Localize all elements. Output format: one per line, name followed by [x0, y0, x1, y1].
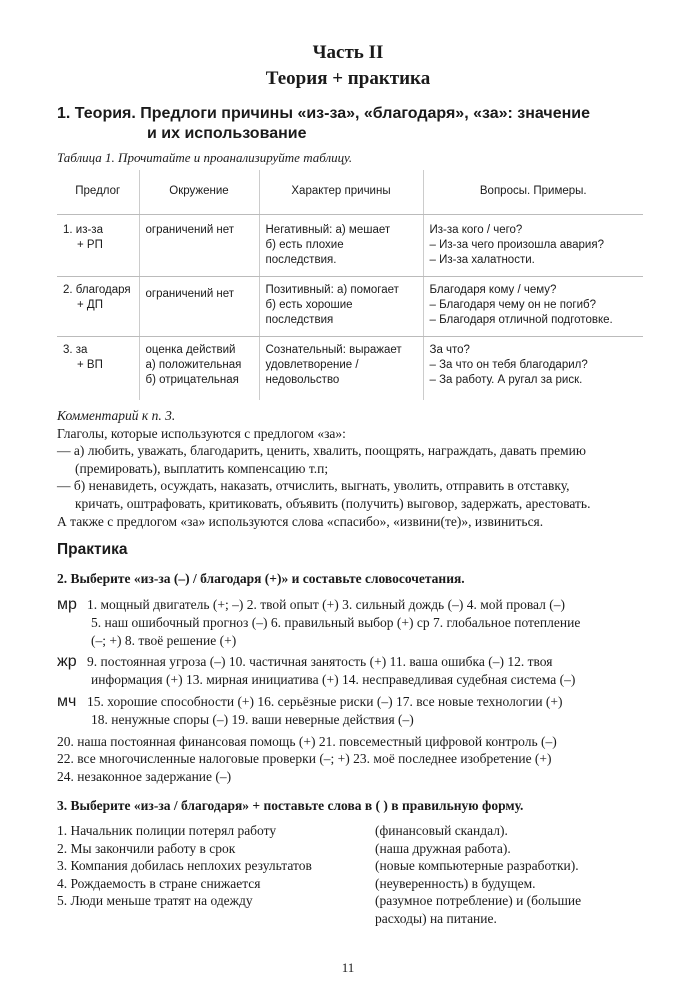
- page-number: 11: [341, 960, 355, 975]
- cell-line: б) есть хорошие: [265, 298, 353, 311]
- exercise-line: информация (+) 13. мирная инициатива (+) 14. несправедливая судебная система (–): [91, 672, 576, 688]
- task3-words-continuation: расходы) на питание.: [375, 910, 497, 926]
- table-cell-examples: [423, 214, 643, 276]
- comment-b-line1: — б) ненавидеть, осуждать, наказать, отчислить, выгнать, уволить, отправить в отставку,: [57, 478, 570, 494]
- prepositions-table: [57, 170, 643, 400]
- cell-line: Из-за кого / чего?: [429, 223, 523, 236]
- comment-b-line2: кричать, оштрафовать, критиковать, объявить (получить) выговор, задержать, арестовать.: [75, 495, 591, 511]
- cell-line: б) есть плохие: [265, 238, 344, 251]
- cell-line: – За работу. А ругал за риск.: [429, 373, 583, 386]
- list-item: [57, 875, 657, 893]
- task3-sentence: 5. Люди меньше тратят на одежду: [57, 893, 253, 909]
- comment-title: Комментарий к п. 3.: [57, 408, 176, 423]
- table-cell-environment: [139, 276, 259, 336]
- section-heading: [57, 104, 657, 144]
- table-cell-examples: [423, 336, 643, 400]
- cell-line: последствия: [265, 313, 334, 326]
- list-item: [57, 892, 657, 910]
- comment-a-line1: — а) любить, уважать, благодарить, ценить, хвалить, поощрять, награждать, давать премию: [57, 443, 586, 459]
- cell-line: недовольство: [265, 373, 340, 386]
- list-item: [57, 822, 657, 840]
- cell-line: – Из-за чего произошла авария?: [429, 238, 604, 251]
- exercise-group-feminine: [57, 653, 657, 689]
- part-title: Часть II: [312, 42, 384, 63]
- cell-line: 2. благодаря: [63, 283, 131, 296]
- list-item-continuation: [57, 910, 657, 928]
- cell-line: – Из-за халатности.: [429, 253, 535, 266]
- table-header-row: [57, 170, 643, 214]
- task3-sentence: 1. Начальник полиции потерял работу: [57, 823, 277, 838]
- list-item: [57, 857, 657, 875]
- task2-exercise: [57, 596, 657, 786]
- comment-block: [57, 407, 657, 530]
- table-cell-environment: [139, 214, 259, 276]
- exercise-line: 22. все многочисленные налоговые проверки (–; +) 23. моё последнее изобретение (+): [57, 751, 552, 767]
- cell-line: Позитивный: а) помогает: [265, 283, 399, 296]
- comment-intro: Глаголы, которые используются с предлогом «за»:: [57, 425, 346, 441]
- table-header-cell: Характер причины: [259, 170, 423, 214]
- table-cell-cause: [259, 276, 423, 336]
- table-cell-preposition: [57, 336, 139, 400]
- table-cell-preposition: [57, 276, 139, 336]
- comment-a-line2: (премировать), выплатить компенсацию т.п;: [75, 460, 329, 476]
- cell-line: За что?: [429, 343, 470, 356]
- exercise-line: (–; +) 8. твоё решение (+): [91, 632, 237, 648]
- exercise-group-plural: [57, 693, 657, 729]
- task3-words: (финансовый скандал).: [375, 823, 508, 838]
- task3-words: (новые компьютерные разработки).: [375, 858, 579, 874]
- cell-line: Благодаря кому / чему?: [429, 283, 557, 296]
- table-caption: Таблица 1. Прочитайте и проанализируйте таблицу.: [57, 150, 353, 165]
- part-subtitle: Теория + практика: [265, 68, 431, 89]
- cell-line: ограничений нет: [145, 287, 235, 300]
- comment-also: А также с предлогом «за» используются слова «спасибо», «извини(те)», извиниться.: [57, 513, 544, 529]
- table-cell-cause: [259, 214, 423, 276]
- cell-line: – Благодаря отличной подготовке.: [429, 313, 613, 326]
- cell-line: Негативный: а) мешает: [265, 223, 391, 236]
- exercise-line: 1. мощный двигатель (+; –) 2. твой опыт (+) 3. сильный дождь (–) 4. мой провал (–): [87, 597, 565, 612]
- table-cell-cause: [259, 336, 423, 400]
- table-row: [57, 336, 643, 400]
- task3-words: (наша дружная работа).: [375, 840, 511, 856]
- cell-line: + ВП: [77, 358, 103, 371]
- table-header-cell: Вопросы. Примеры.: [423, 170, 643, 214]
- task3-list: [57, 822, 657, 928]
- section-heading-line1: 1. Теория. Предлоги причины «из-за», «благодаря», «за»: значение: [57, 105, 591, 122]
- exercise-line: 20. наша постоянная финансовая помощь (+) 21. повсеместный цифровой контроль (–): [57, 733, 557, 749]
- table-row: [57, 276, 643, 336]
- task3-words: (неуверенность) в будущем.: [375, 875, 536, 891]
- exercise-line: 15. хорошие способности (+) 16. серьёзные риски (–) 17. все новые технологии (+): [87, 693, 563, 709]
- cell-line: ограничений нет: [145, 223, 235, 236]
- exercise-group-masculine: [57, 596, 657, 649]
- gender-label: мр: [57, 596, 77, 613]
- cell-line: удовлетворение /: [265, 358, 359, 371]
- exercise-line: 5. наш ошибочный прогноз (–) 6. правильный выбор (+) ср 7. глобальное потепление: [91, 614, 581, 630]
- gender-label: мч: [57, 692, 77, 710]
- cell-line: последствия.: [265, 253, 337, 266]
- task3-sentence: 3. Компания добилась неплохих результатов: [57, 858, 312, 874]
- cell-line: Сознательный: выражает: [265, 343, 402, 356]
- list-item: [57, 840, 657, 858]
- exercise-line: 24. незаконное задержание (–): [57, 769, 232, 785]
- task3-sentence: 2. Мы закончили работу в срок: [57, 840, 236, 856]
- table-cell-examples: [423, 276, 643, 336]
- cell-line: + ДП: [77, 298, 103, 311]
- section-heading-line2: и их использование: [147, 125, 307, 142]
- exercise-line: 18. ненужные споры (–) 19. ваши неверные действия (–): [91, 711, 414, 727]
- gender-label: жр: [57, 653, 77, 671]
- cell-line: б) отрицательная: [145, 373, 239, 386]
- task3-words: (разумное потребление) и (большие: [375, 893, 582, 909]
- cell-line: – Благодаря чему он не погиб?: [429, 298, 596, 311]
- exercise-loose-lines: [57, 733, 657, 786]
- table-header-cell: Окружение: [139, 170, 259, 214]
- cell-line: + РП: [77, 238, 103, 251]
- table-cell-preposition: [57, 214, 139, 276]
- cell-line: а) положительная: [145, 358, 242, 371]
- cell-line: – За что он тебя благодарил?: [429, 358, 588, 371]
- cell-line: 3. за: [63, 343, 88, 356]
- table-header-cell: Предлог: [57, 170, 139, 214]
- practice-title: Практика: [57, 541, 128, 558]
- cell-line: оценка действий: [145, 343, 236, 356]
- task3-title: 3. Выберите «из-за / благодаря» + поставьте слова в ( ) в правильную форму.: [57, 798, 524, 813]
- table-row: [57, 214, 643, 276]
- table-cell-environment: [139, 336, 259, 400]
- cell-line: 1. из-за: [63, 223, 103, 236]
- exercise-line: 9. постоянная угроза (–) 10. частичная занятость (+) 11. ваша ошибка (–) 12. твоя: [87, 654, 553, 670]
- task3-sentence: 4. Рождаемость в стране снижается: [57, 875, 261, 891]
- task2-title: 2. Выберите «из-за (–) / благодаря (+)» и составьте словосочетания.: [57, 571, 465, 586]
